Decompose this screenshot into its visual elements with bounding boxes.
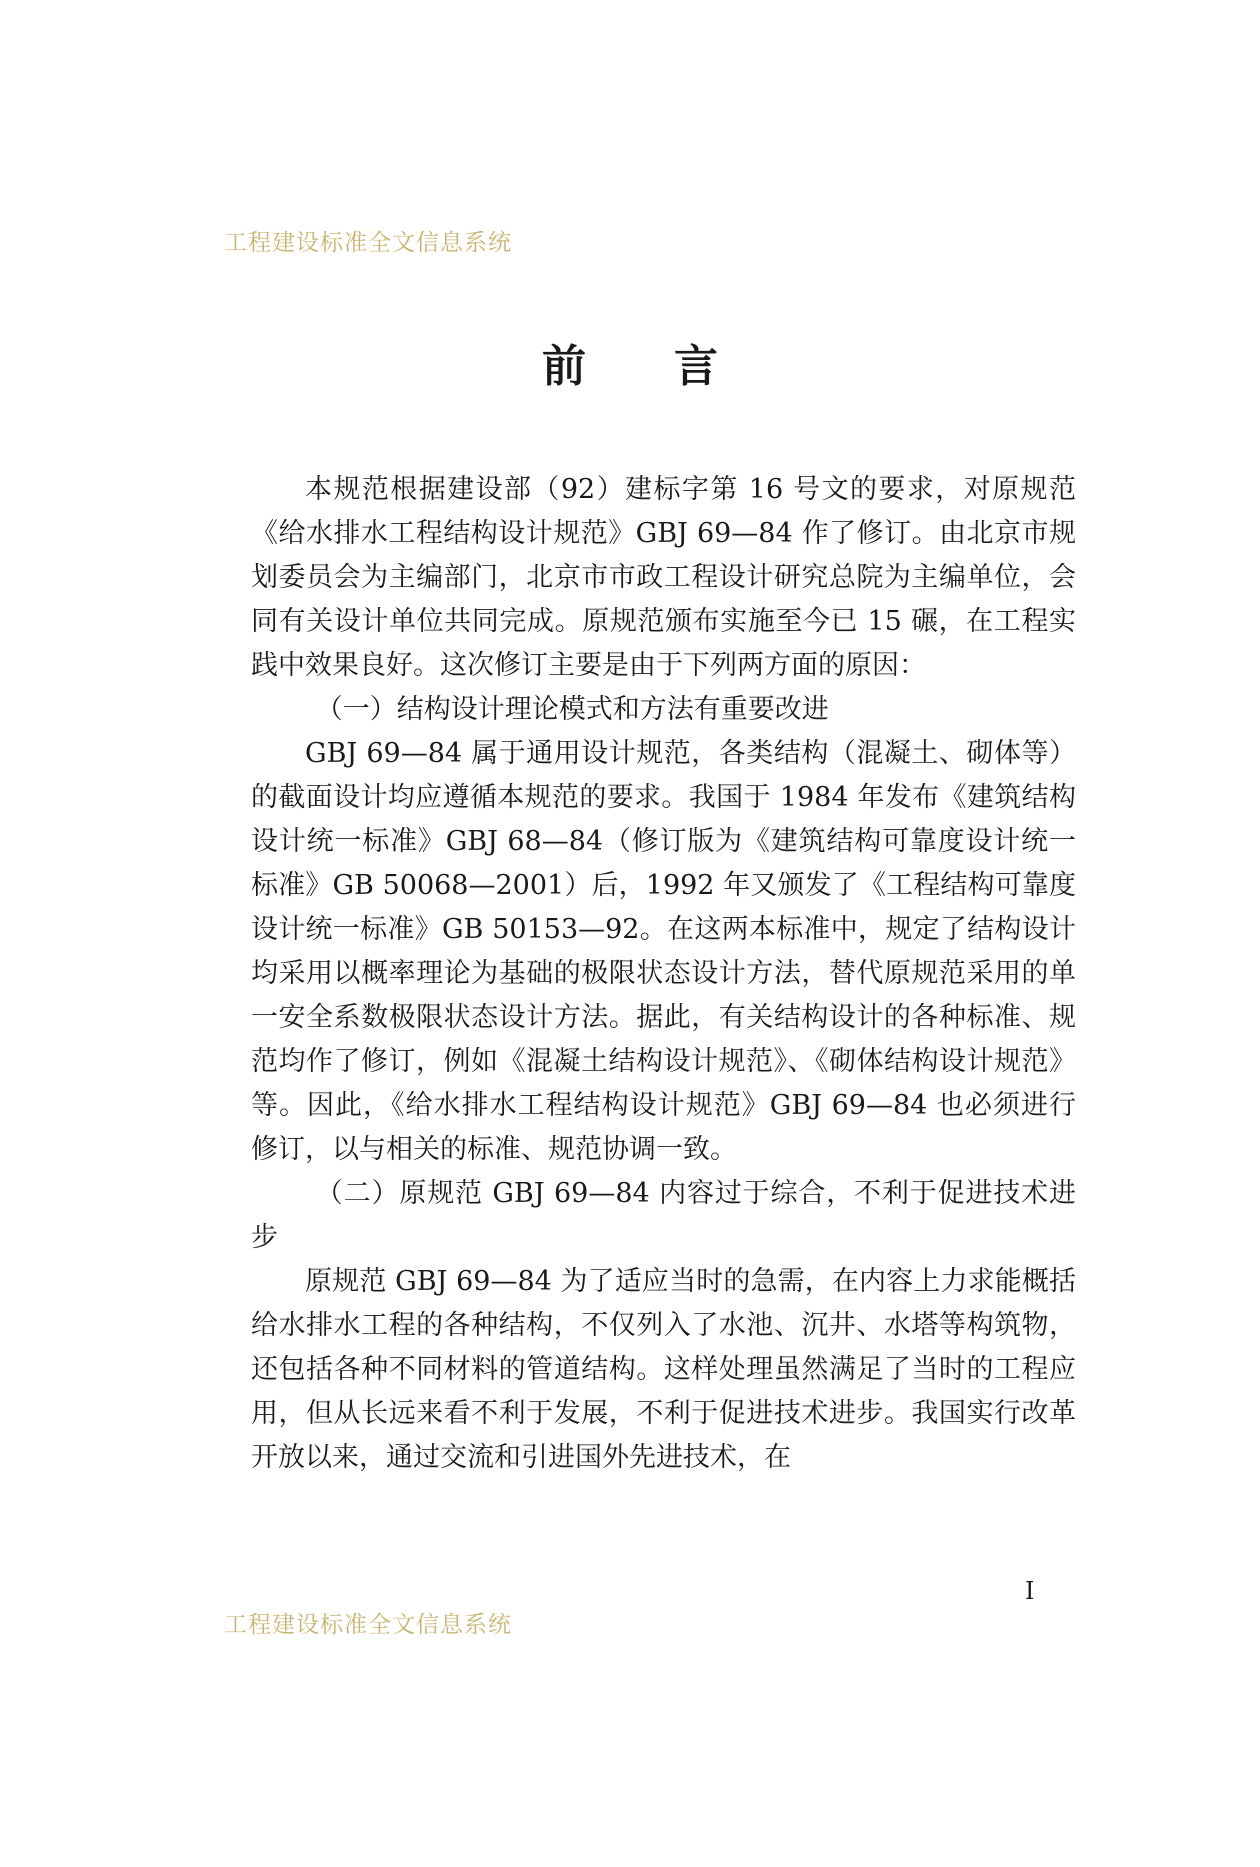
- watermark-top: 工程建设标准全文信息系统: [224, 230, 512, 256]
- watermark-bottom: 工程建设标准全文信息系统: [224, 1612, 512, 1638]
- section-heading-2: （二）原规范 GBJ 69—84 内容过于综合，不利于促进技术进步: [251, 1178, 1076, 1253]
- paragraph-1: GBJ 69—84 属于通用设计规范，各类结构（混凝土、砌体等）的截面设计均应遵循本规范的要求。我国于 1984 年发布《建筑结构设计统一标准》GBJ 68—84（修订版为《建筑结构可靠度设计统一标准》GB 50068—2001）后，1992 年又颁发了《工程结构可靠度设计统一标准》GB 50153—92。在这两本标准中，规定了结构设计均采用以概率理论为基础的极限状态设计方法，替代原规范采用的单一安全系数极限状态设计方法。据此，有关结构设计的各种标准、规范均作了修订，例如《混凝土结构设计规范》、《砌体结构设计规范》等。因此，《给水排水工程结构设计规范》GBJ 69—84 也必须进行修订，以与相关的标准、规范协调一致。: [251, 738, 1076, 1165]
- section-heading-1: （一）结构设计理论模式和方法有重要改进: [315, 694, 829, 725]
- paragraph-intro: 本规范根据建设部（92）建标字第 16 号文的要求，对原规范《给水排水工程结构设计规范》GBJ 69—84 作了修订。由北京市规划委员会为主编部门，北京市市政工程设计研究总院为主编单位，会同有关设计单位共同完成。原规范颁布实施至今已 15 碾，在工程实践中效果良好。这次修订主要是由于下列两方面的原因：: [251, 474, 1076, 681]
- page-title: 前言: [542, 341, 806, 392]
- preface-body: [251, 468, 1076, 1480]
- page-number: I: [1025, 1577, 1035, 1605]
- paragraph-2: 原规范 GBJ 69—84 为了适应当时的急需，在内容上力求能概括给水排水工程的各种结构，不仅列入了水池、沉井、水塔等构筑物，还包括各种不同材料的管道结构。这样处理虽然满足了当时的工程应用，但从长远来看不利于发展，不利于促进技术进步。我国实行改革开放以来，通过交流和引进国外先进技术，在: [251, 1266, 1076, 1473]
